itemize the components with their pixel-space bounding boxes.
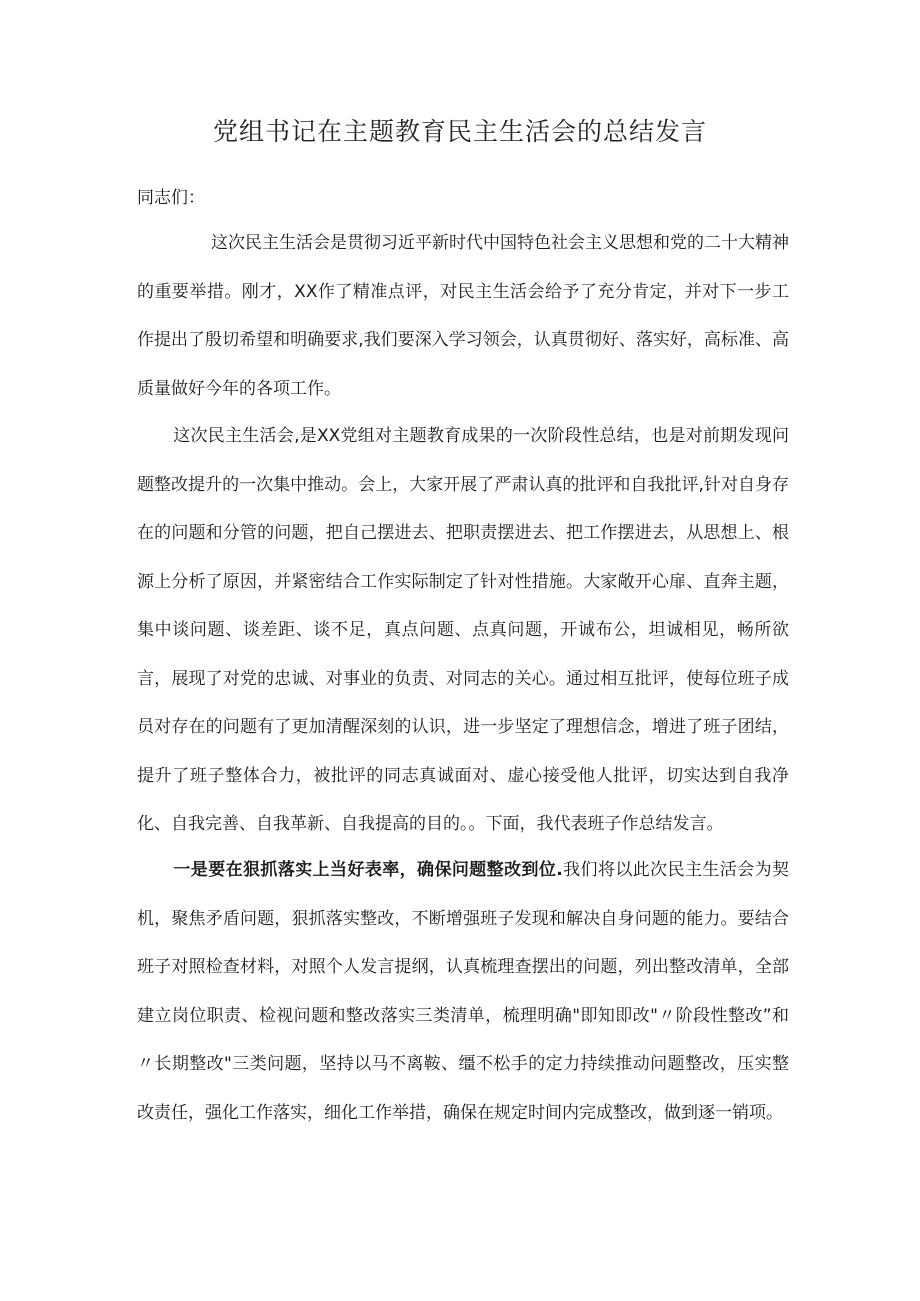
paragraph-3-text: 我们将以此次民主生活会为契机，聚焦矛盾问题，狠抓落实整改，不断增强班子发现和解决自身问题的能力。要结合班子对照检查材料，对照个人发言提纲，认真梳理查摆出的问题，列出整改清单，全部建立岗位职责、检视问题和整改落实三类清单，梳理明确"即知即改"〃阶段性整改”和〃长期整改"三类问题，坚持以马不离鞍、缰不松手的定力持续推动问题整改，压实整改责任，强化工作落实，细化工作举措，确保在规定时间内完成整改，做到逐一销项。 [137, 860, 789, 1123]
paragraph-3 [137, 846, 789, 1137]
salutation: 同志们： [137, 188, 205, 208]
paragraph-2 [137, 412, 789, 849]
paragraph-3-lead: 一是要在狠抓落实上当好表率，确保问题整改到位. [173, 860, 563, 880]
document-title: 党组书记在主题教育民主生活会的总结发言 [212, 117, 707, 146]
paragraph-2-text: 这次民主生活会,是XX党组对主题教育成果的一次阶段性总结，也是对前期发现问题整改提升的一次集中推动。会上，大家开展了严肃认真的批评和自我批评,针对自身存在的问题和分管的问题，把自己摆进去、把职责摆进去、把工作摆进去，从思想上、根源上分析了原因，并紧密结合工作实际制定了针对性措施。大家敞开心扉、直奔主题，集中谈问题、谈差距、谈不足，真点问题、点真问题，开诚布公，坦诚相见，畅所欲言，展现了对党的忠诚、对事业的负责、对同志的关心。通过相互批评，使每位班子成员对存在的问题有了更加清醒深刻的认识，进一步坚定了理想信念，增进了班子团结，提升了班子整体合力，被批评的同志真诚面对、虚心接受他人批评，切实达到自我净化、自我完善、自我革新、自我提高的目的。。下面，我代表班子作总结发言。 [137, 426, 789, 834]
paragraph-1-text: 这次民主生活会是贯彻习近平新时代中国特色社会主义思想和党的二十大精神的重要举措。刚才，XX作了精准点评，对民主生活会给予了充分肯定，并对下一步工作提出了殷切希望和明确要求,我们要深入学习领会，认真贯彻好、落实好，高标准、高质量做好今年的各项工作。 [137, 233, 789, 399]
paragraph-1 [137, 219, 789, 413]
